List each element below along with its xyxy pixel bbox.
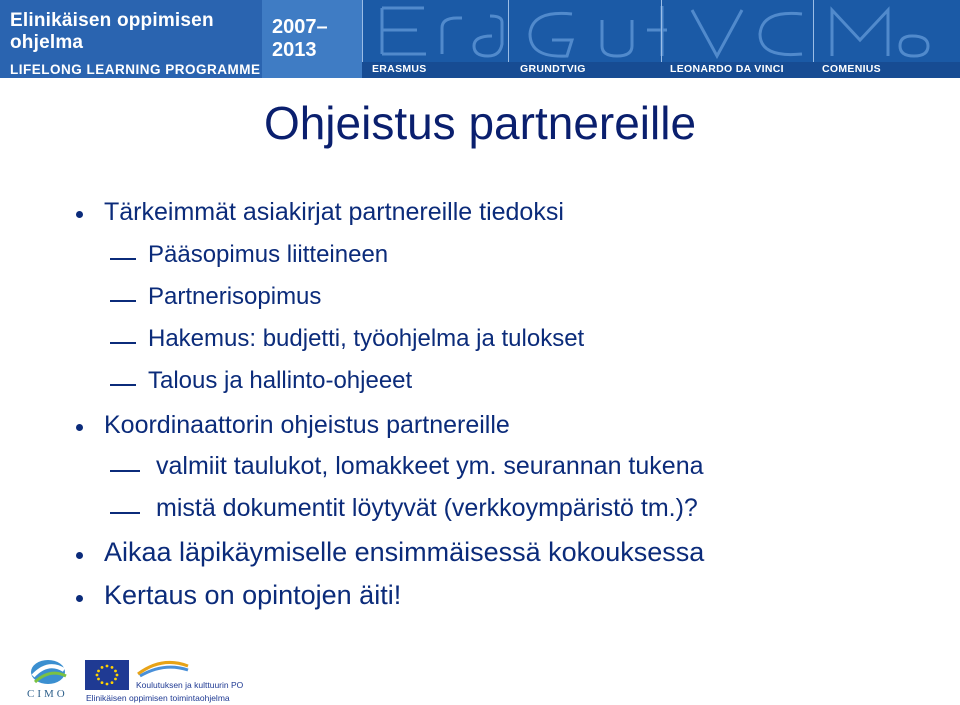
bullet-icon <box>76 424 83 431</box>
bullet-icon <box>76 211 83 218</box>
footer-logos <box>0 652 960 705</box>
llp-title-block <box>0 0 262 92</box>
dash-icon <box>110 258 136 260</box>
list-item: Tärkeimmät asiakirjat partnereille tiedoksi <box>104 198 564 226</box>
swoosh-logo-icon <box>136 658 190 678</box>
banner-title: Elinikäisen oppimisen ohjelma <box>10 10 214 53</box>
ministry-label: Koulutuksen ja kulttuurin PO <box>136 680 244 690</box>
list-item: Pääsopimus liitteineen <box>148 241 389 268</box>
eu-flag-icon <box>85 660 129 690</box>
bullet-icon <box>76 552 83 559</box>
list-item: Partnerisopimus <box>148 283 322 310</box>
program-leonardo: LEONARDO DA VINCI <box>670 63 784 75</box>
program-label: Elinikäisen oppimisen toimintaohjelma <box>86 693 230 703</box>
header-banner <box>0 0 960 92</box>
list-item: mistä dokumentit löytyvät (verkkoympäristö tm.)? <box>156 494 698 522</box>
cimo-label: CIMO <box>27 688 68 700</box>
banner-years: 2007–2013 <box>272 16 328 61</box>
dash-icon <box>110 512 140 514</box>
program-erasmus: ERASMUS <box>372 63 427 75</box>
bullet-icon <box>76 595 83 602</box>
list-item: Talous ja hallinto-ohjeeet <box>148 367 413 394</box>
program-comenius: COMENIUS <box>822 63 881 75</box>
list-item: Aikaa läpikäymiselle ensimmäisessä kokouksessa <box>104 537 705 567</box>
dash-icon <box>110 300 136 302</box>
cimo-logo-icon <box>28 656 68 688</box>
list-item: Koordinaattorin ohjeistus partnereille <box>104 411 510 439</box>
list-item: Kertaus on opintojen äiti! <box>104 580 402 610</box>
slide-title: Ohjeistus partnereille <box>263 97 697 149</box>
list-item: valmiit taulukot, lomakkeet ym. seurannan tukena <box>156 452 704 480</box>
dash-icon <box>110 384 136 386</box>
banner-years-block <box>262 0 362 78</box>
dash-icon <box>110 470 140 472</box>
list-item: Hakemus: budjetti, työohjelma ja tulokset <box>148 325 585 352</box>
program-grundtvig: GRUNDTVIG <box>520 63 586 75</box>
banner-subtitle: LIFELONG LEARNING PROGRAMME LLP <box>10 62 261 92</box>
dash-icon <box>110 342 136 344</box>
